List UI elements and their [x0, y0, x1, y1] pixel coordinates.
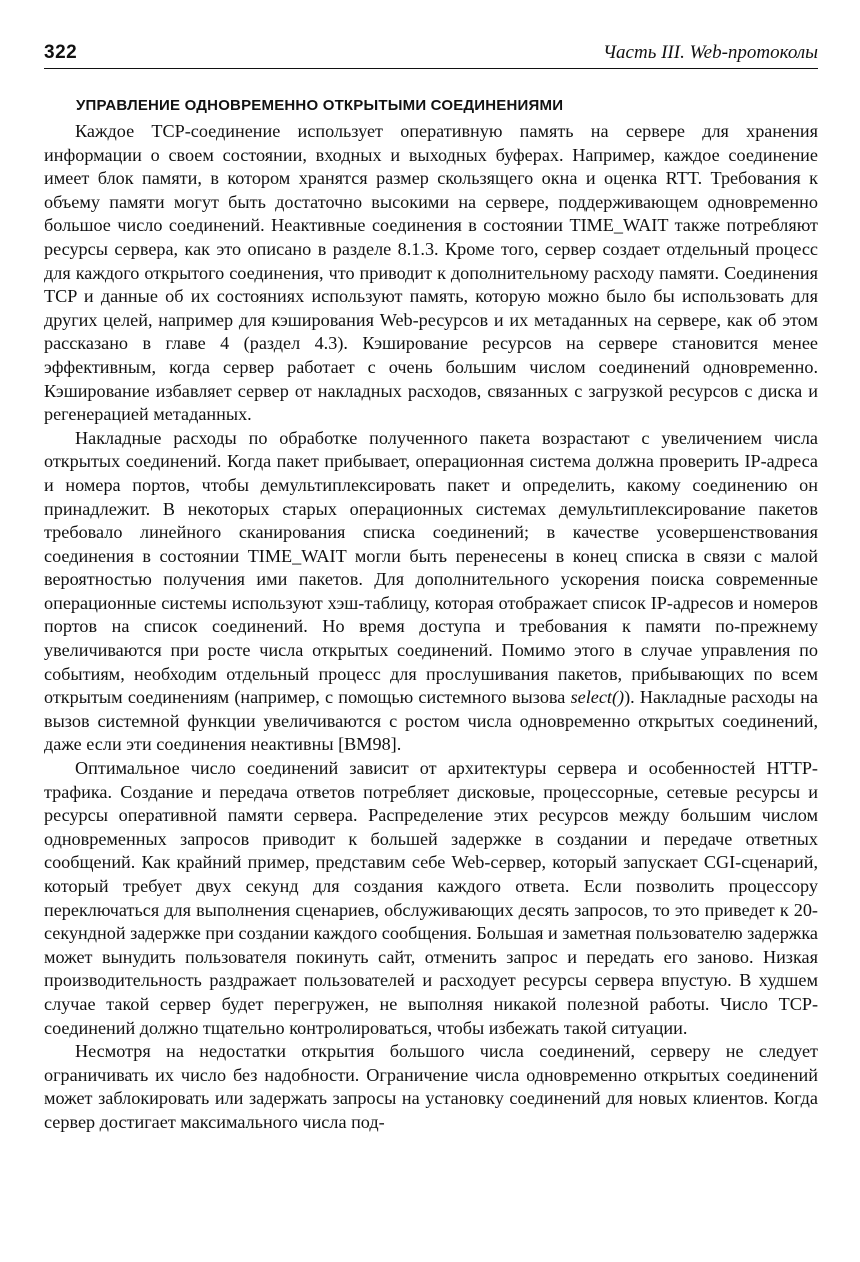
paragraph-packet-overhead: Накладные расходы по обработке полученного пакета возрастают с увеличением числа открытых соединений. Когда пакет прибывает, операционная система должна проверить IP-адреса и номера портов, чтобы демультиплексировать пакет и определить, какому соединению он принадлежит. В некоторых старых операционных системах демультиплексирование пакетов требовало линейного сканирования списка соединений; в качестве усовершенствования соединения в состоянии TIME_WAIT могли быть перенесены в конец списка в связи с малой вероятностью получения ими пакетов. Для дополнительного ускорения поиска современные операционные системы используют хэш-таблицу, которая отображает список IP-адресов и номеров портов на список соединений. Но время доступа и требования к памяти по-прежнему увеличиваются при росте числа открытых соединений. Помимо этого в случае управления по событиям, необходим отдельный процесс для прослушивания пакетов, прибывающих по всем открытым соединениям (например, с помощью системного вызова select()). Накладные расходы на вызов системной функции увеличиваются с ростом числа одновременно открытых соединений, даже если эти соединения неактивны [BM98].: [44, 427, 818, 755]
book-page: [44, 38, 818, 1135]
running-header: [44, 38, 818, 69]
paragraph-optimal-connections: Оптимальное число соединений зависит от архитектуры сервера и особенностей HTTP-трафика. Создание и передача ответов потребляет дисковые, процессорные, сетевые ресурсы и ресурсы оперативной памяти сервера. Распределение этих ресурсов между большим числом одновременных запросов приводит к большей задержке в создании и передаче ответных сообщений. Как крайний пример, представим себе Web-сервер, который запускает CGI-сценарий, который требует двух секунд для создания каждого ответа. Если позволить процессору переключаться для выполнения сценариев, обслуживающих десять запросов, то это приведет к 20-секундной задержке при создании каждого сообщения. Большая и заметная пользователю задержка может вынудить пользователя покинуть сайт, отменить запрос и передать его заново. Низкая производительность раздражает пользователей и расходует ресурсы сервера впустую. В худшем случае такой сервер будет перегружен, не выполняя никакой полезной работы. Число TCP-соединений должно тщательно контролироваться, чтобы избежать такой ситуации.: [44, 758, 818, 1038]
part-title: Часть III. Web-протоколы: [602, 42, 818, 63]
paragraph-memory-usage: Каждое TCP-соединение использует оперативную память на сервере для хранения информации о своем состоянии, входных и выходных буферах. Например, каждое соединение имеет блок памяти, в котором хранятся размер скользящего окна и оценка RTT. Требования к объему памяти могут быть достаточно высокими на сервере, поддерживающем одновременно большое число соединений. Неактивные соединения в состоянии TIME_WAIT также потребляют ресурсы сервера, как это описано в разделе 8.1.3. Кроме того, сервер создает отдельный процесс для каждого открытого соединения, что приводит к дополнительному расходу памяти. Соединения TCP и данные об их состояниях используют память, которую можно было бы использовать для других целей, например для кэширования Web-ресурсов и их метаданных на сервере, как об этом рассказано в главе 4 (раздел 4.3). Кэширование ресурсов на сервере становится менее эффективным, когда сервер работает с очень большим числом соединений одновременно. Кэширование избавляет сервер от накладных расходов, связанных с загрузкой ресурсов с диска и регенерацией метаданных.: [44, 121, 818, 425]
page-number: 322: [44, 42, 78, 63]
paragraph-limiting-connections: Несмотря на недостатки открытия большого числа соединений, серверу не следует ограничивать их число без надобности. Ограничение числа одновременно открытых соединений может заблокировать или задержать запросы на установку соединений для новых клиентов. Когда сервер достигает максимального числа под-: [44, 1041, 818, 1132]
system-call-name: select(): [570, 687, 625, 708]
section-heading: УПРАВЛЕНИЕ ОДНОВРЕМЕННО ОТКРЫТЫМИ СОЕДИНЕНИЯМИ: [76, 97, 564, 114]
